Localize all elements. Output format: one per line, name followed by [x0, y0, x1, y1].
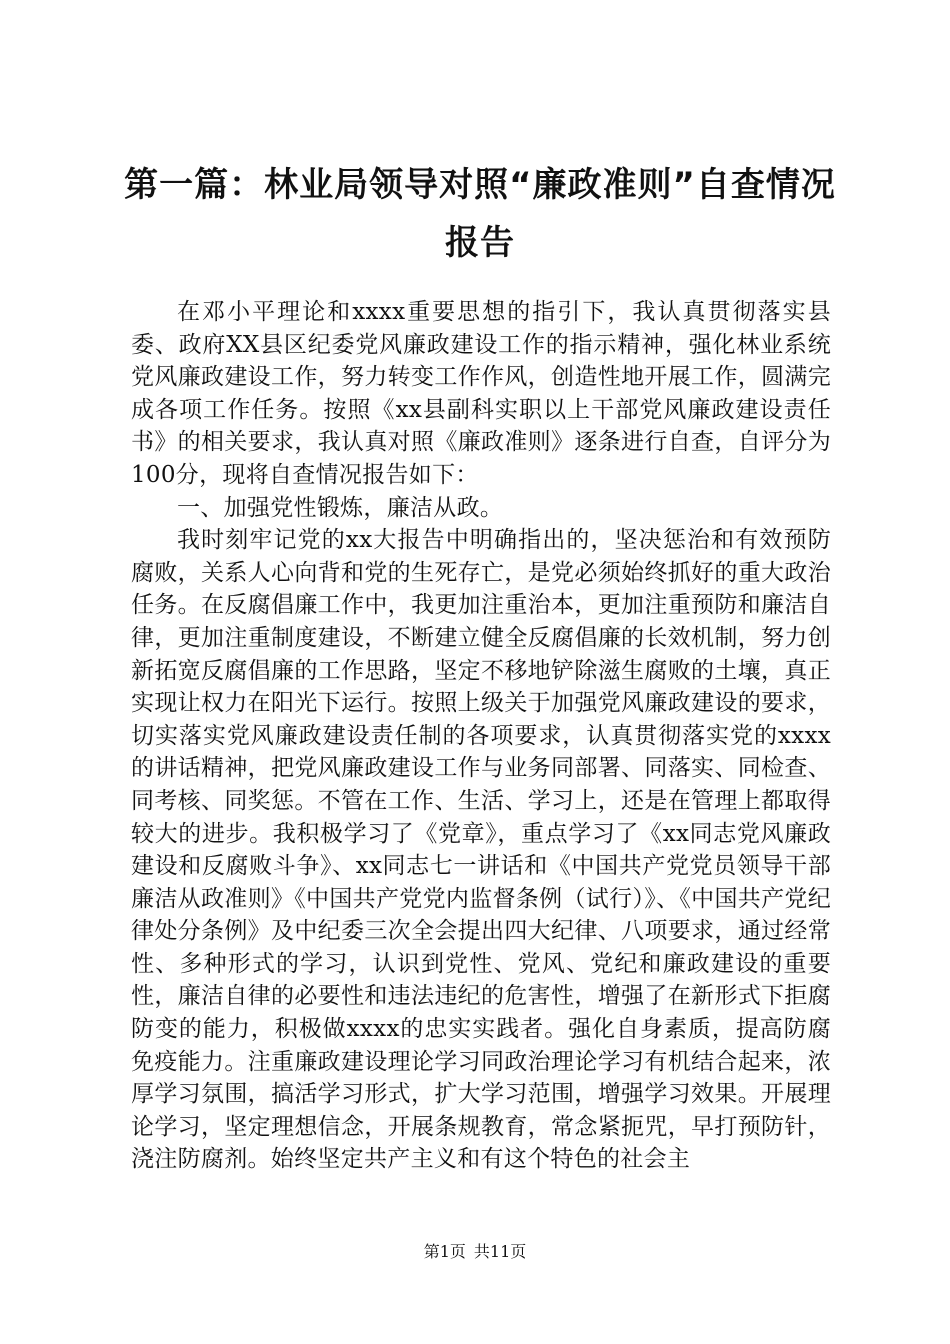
page-footer: [0, 1242, 950, 1262]
document-body: [131, 296, 831, 1176]
body-paragraph: 我时刻牢记党的xx大报告中明确指出的，坚决惩治和有效预防腐败，关系人心向背和党的生死存亡，是党必须始终抓好的重大政治任务。在反腐倡廉工作中，我更加注重治本，更加注重预防和廉洁自律，更加注重制度建设，不断建立健全反腐倡廉的长效机制，努力创新拓宽反腐倡廉的工作思路，坚定不移地铲除滋生腐败的土壤，真正实现让权力在阳光下运行。按照上级关于加强党风廉政建设的要求，切实落实党风廉政建设责任制的各项要求，认真贯彻落实党的xxxx的讲话精神，把党风廉政建设工作与业务同部署、同落实、同检查、同考核、同奖惩。不管在工作、生活、学习上，还是在管理上都取得较大的进步。我积极学习了《党章》，重点学习了《xx同志党风廉政建设和反腐败斗争》、xx同志七一讲话和《中国共产党党员领导干部廉洁从政准则》《中国共产党党内监督条例（试行）》、《中国共产党纪律处分条例》及中纪委三次全会提出四大纪律、八项要求，通过经常性、多种形式的学习，认识到党性、党风、党纪和廉政建设的重要性，廉洁自律的必要性和违法违纪的危害性，增强了在新形式下拒腐防变的能力，积极做xxxx的忠实实践者。强化自身素质，提高防腐免疫能力。注重廉政建设理论学习同政治理论学习有机结合起来，浓厚学习氛围，搞活学习形式，扩大学习范围，增强学习效果。开展理论学习，坚定理想信念，开展条规教育，常念紧扼咒，早打预防针，浇注防腐剂。始终坚定共产主义和有这个特色的社会主: [131, 527, 831, 1173]
page-number: 第1页: [423, 1242, 466, 1261]
intro-paragraph: 在邓小平理论和xxxx重要思想的指引下，我认真贯彻落实县委、政府XX县区纪委党风廉政建设工作的指示精神，强化林业系统党风廉政建设工作，努力转变工作作风，创造性地开展工作，圆满完成各项工作任务。按照《xx县副科实职以上干部党风廉政建设责任书》的相关要求，我认真对照《廉政准则》逐条进行自查，自评分为100分，现将自查情况报告如下：: [131, 299, 831, 488]
section-heading: 一、加强党性锻炼，廉洁从政。: [177, 494, 504, 521]
page-total: 共11页: [473, 1242, 527, 1261]
document-title: 第一篇：林业局领导对照“廉政准则”自查情况报告: [124, 165, 836, 263]
